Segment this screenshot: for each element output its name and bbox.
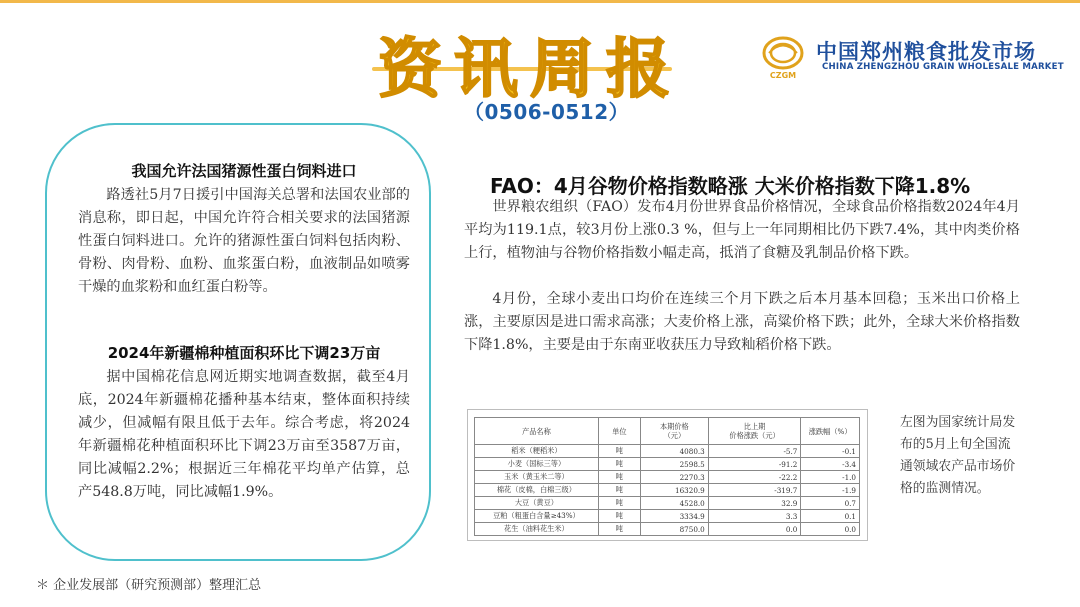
table-header-row bbox=[475, 418, 860, 445]
cell-change: -22.2 bbox=[708, 471, 801, 484]
logo-english-name: CHINA ZHENGZHOU GRAIN WHOLESALE MARKET bbox=[822, 62, 1064, 72]
col-header-pct: 涨跌幅（%） bbox=[801, 418, 860, 445]
cell-price: 2270.3 bbox=[640, 471, 708, 484]
cell-pct: -3.4 bbox=[801, 458, 860, 471]
col-header-price-text: 本期价格 （元） bbox=[659, 422, 689, 440]
table-row bbox=[475, 510, 860, 523]
cell-change: 32.9 bbox=[708, 497, 801, 510]
table-row bbox=[475, 484, 860, 497]
article-body: 路透社5月7日援引中国海关总署和法国农业部的消息称，即日起，中国允许符合相关要求的法国猪源性蛋白饲料进口。允许的猪源性蛋白饲料包括肉粉、骨粉、肉骨粉、血粉、血浆蛋白粉，血液制品如喷雾干燥的血浆粉和血红蛋白粉等。 bbox=[78, 187, 410, 295]
cell-product: 棉花（皮棉，白棉三级） bbox=[475, 484, 599, 497]
table-row bbox=[475, 497, 860, 510]
news-article-pork-feed bbox=[78, 160, 410, 299]
table-row bbox=[475, 523, 860, 536]
cell-pct: -1.0 bbox=[801, 471, 860, 484]
left-news-panel bbox=[45, 123, 431, 561]
cell-price: 2598.5 bbox=[640, 458, 708, 471]
cell-pct: -0.1 bbox=[801, 445, 860, 458]
logo-chinese-name: 中国郑州粮食批发市场 bbox=[816, 39, 1036, 64]
fao-paragraph-1: 世界粮农组织（FAO）发布4月份世界食品价格情况，全球食品价格指数2024年4月平均为119.1点，较3月份上涨0.3 %，但与上一年同期相比仍下跌7.4%，其中肉类价格上行，植物油与谷物价格指数小幅走高，抵消了食糖及乳制品价格下跌。 bbox=[464, 199, 1020, 261]
cell-price: 4080.3 bbox=[640, 445, 708, 458]
cell-unit: 吨 bbox=[598, 497, 640, 510]
col-header-price bbox=[640, 418, 708, 445]
table-row bbox=[475, 458, 860, 471]
market-logo bbox=[760, 34, 1070, 80]
cell-unit: 吨 bbox=[598, 458, 640, 471]
page-title: 资讯周报 bbox=[378, 33, 682, 107]
price-table bbox=[474, 417, 860, 536]
footer-source-note: ＊ 企业发展部（研究预测部）整理汇总 bbox=[36, 578, 262, 593]
news-article-xinjiang-cotton bbox=[78, 342, 410, 504]
cell-product: 稻米（粳稻米） bbox=[475, 445, 599, 458]
cell-change: -5.7 bbox=[708, 445, 801, 458]
table-caption-note: 左图为国家统计局发布的5月上旬全国流通领域农产品市场价格的监测情况。 bbox=[900, 415, 1016, 496]
article-body: 据中国棉花信息网近期实地调查数据，截至4月底，2024年新疆棉花播种基本结束，整体面积持续减少，但减幅有限且低于去年。综合考虑，将2024年新疆棉花种植面积环比下调23万亩至3587万亩，同比减幅2.2%；根据近三年棉花平均单产估算，总产548.8万吨，同比减幅1.9%。 bbox=[78, 369, 410, 500]
header-title-block bbox=[372, 12, 702, 107]
cell-unit: 吨 bbox=[598, 445, 640, 458]
col-header-change bbox=[708, 418, 801, 445]
cell-price: 3334.9 bbox=[640, 510, 708, 523]
cell-unit: 吨 bbox=[598, 471, 640, 484]
cell-change: 3.3 bbox=[708, 510, 801, 523]
table-row bbox=[475, 471, 860, 484]
article-title: 我国允许法国猪源性蛋白饲料进口 bbox=[131, 162, 357, 180]
cell-product: 小麦（国标三等） bbox=[475, 458, 599, 471]
cell-price: 16320.9 bbox=[640, 484, 708, 497]
cell-pct: 0.7 bbox=[801, 497, 860, 510]
date-range: （0506-0512） bbox=[464, 100, 630, 124]
cell-pct: 0.0 bbox=[801, 523, 860, 536]
logo-abbr: CZGM bbox=[769, 71, 797, 80]
cell-product: 玉米（黄玉米二等） bbox=[475, 471, 599, 484]
czgm-logo-icon bbox=[760, 34, 806, 80]
col-header-product: 产品名称 bbox=[475, 418, 599, 445]
cell-pct: -1.9 bbox=[801, 484, 860, 497]
top-accent-strip bbox=[0, 0, 1080, 3]
cell-price: 8750.0 bbox=[640, 523, 708, 536]
cell-pct: 0.1 bbox=[801, 510, 860, 523]
cell-price: 4528.0 bbox=[640, 497, 708, 510]
table-row bbox=[475, 445, 860, 458]
cell-unit: 吨 bbox=[598, 523, 640, 536]
col-header-unit: 单位 bbox=[598, 418, 640, 445]
cell-product: 豆粕（粗蛋白含量≥43%） bbox=[475, 510, 599, 523]
col-header-change-text: 比上期 价格涨跌（元） bbox=[729, 422, 780, 440]
cell-change: 0.0 bbox=[708, 523, 801, 536]
cell-product: 大豆（黄豆） bbox=[475, 497, 599, 510]
fao-paragraph-2: 4月份，全球小麦出口均价在连续三个月下跌之后本月基本回稳；玉米出口价格上涨，主要原因是进口需求高涨；大麦价格上涨，高粱价格下跌；此外，全球大米价格指数下降1.8%，主要是由于东南亚收获压力导致籼稻价格下跌。 bbox=[464, 291, 1020, 353]
cell-product: 花生（油料花生米） bbox=[475, 523, 599, 536]
fao-headline: FAO：4月谷物价格指数略涨 大米价格指数下降1.8% bbox=[490, 174, 971, 198]
cell-change: -319.7 bbox=[708, 484, 801, 497]
cell-unit: 吨 bbox=[598, 484, 640, 497]
cell-unit: 吨 bbox=[598, 510, 640, 523]
cell-change: -91.2 bbox=[708, 458, 801, 471]
article-title: 2024年新疆棉种植面积环比下调23万亩 bbox=[107, 344, 381, 362]
price-table-image bbox=[467, 409, 868, 541]
